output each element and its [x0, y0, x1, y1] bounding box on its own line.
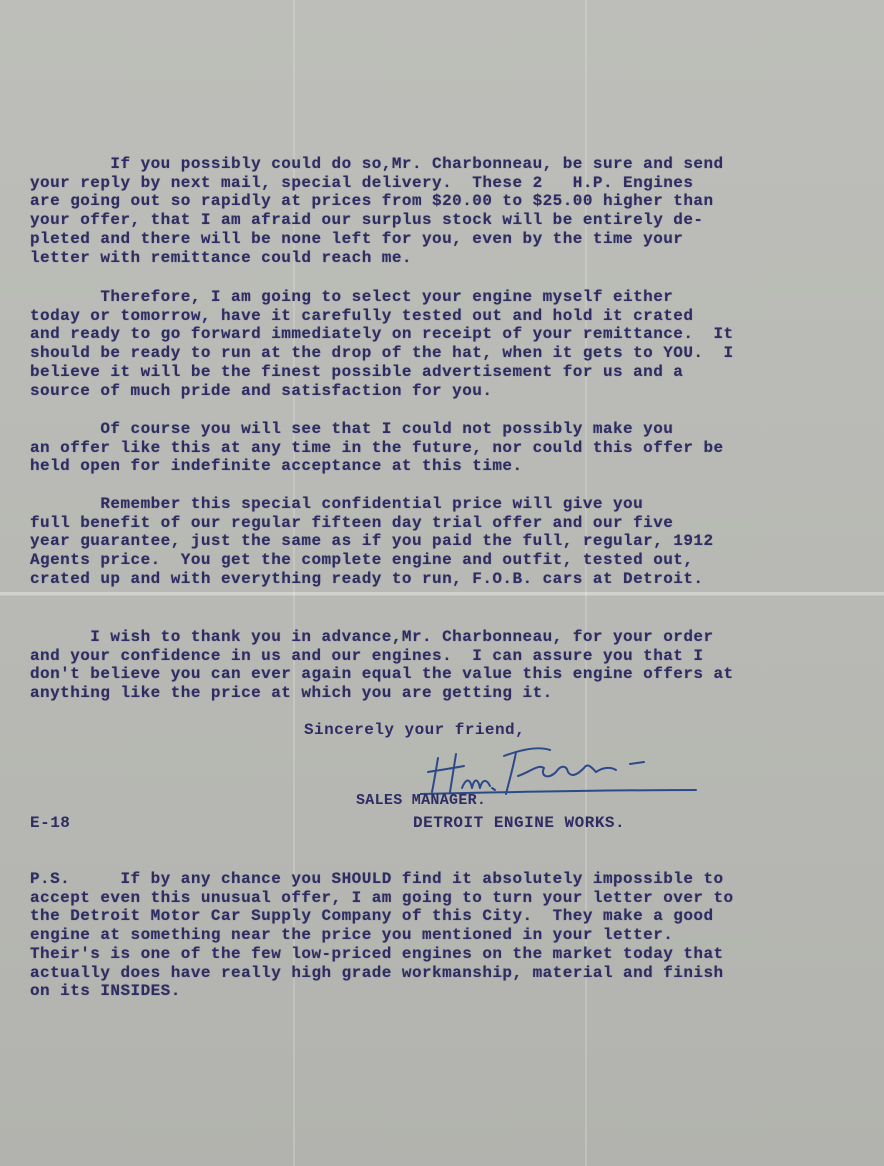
text-line: letter with remittance could reach me.: [30, 248, 412, 267]
text-line: your reply by next mail, special delivery. These 2 H.P. Engines: [30, 173, 694, 192]
text-line: anything like the price at which you are getting it.: [30, 684, 553, 703]
text-line: and your confidence in us and our engines. I can assure you that I: [30, 646, 704, 665]
text-line: and ready to go forward immediately on receipt of your remittance. It: [30, 325, 734, 344]
text-line: crated up and with everything ready to run, F.O.B. cars at Detroit.: [30, 569, 704, 588]
text-line: your offer, that I am afraid our surplus stock will be entirely de-: [30, 211, 704, 230]
text-line: on its INSIDES.: [30, 982, 181, 1001]
text-line: Remember this special confidential price will give you: [30, 495, 644, 513]
reference-code: E-18: [30, 814, 71, 832]
text-line: I wish to thank you in advance,Mr. Charbonneau, for your order: [30, 628, 714, 646]
text-line: P.S. If by any chance you SHOULD find it absolutely impossible to: [30, 870, 724, 888]
text-line: If you possibly could do so,Mr. Charbonneau, be sure and send: [30, 155, 724, 173]
text-line: full benefit of our regular fifteen day trial offer and our five: [30, 513, 674, 532]
paragraph-2: [30, 288, 734, 400]
text-line: actually does have really high grade workmanship, material and finish: [30, 963, 724, 982]
text-line: are going out so rapidly at prices from $20.00 to $25.00 higher than: [30, 192, 714, 211]
text-line: Of course you will see that I could not possibly make you: [30, 420, 674, 438]
postscript: [30, 870, 734, 1001]
paper-fold-horizontal: [0, 592, 884, 596]
paragraph-4: [30, 495, 714, 589]
text-line: don't believe you can ever again equal the value this engine offers at: [30, 665, 734, 684]
signature-title: SALES MANAGER.: [356, 792, 487, 809]
text-line: should be ready to run at the drop of the hat, when it gets to YOU. I: [30, 344, 734, 363]
text-line: Agents price. You get the complete engine and outfit, tested out,: [30, 551, 694, 570]
text-line: the Detroit Motor Car Supply Company of this City. They make a good: [30, 907, 714, 926]
paragraph-3: [30, 420, 724, 476]
text-line: today or tomorrow, have it carefully tested out and hold it crated: [30, 306, 694, 325]
paragraph-1: [30, 155, 724, 267]
company-name: DETROIT ENGINE WORKS.: [413, 814, 626, 832]
text-line: year guarantee, just the same as if you paid the full, regular, 1912: [30, 532, 714, 551]
text-line: pleted and there will be none left for you, even by the time your: [30, 229, 684, 248]
text-line: Their's is one of the few low-priced engines on the market today that: [30, 944, 724, 963]
text-line: an offer like this at any time in the future, nor could this offer be: [30, 438, 724, 457]
text-line: Therefore, I am going to select your engine myself either: [30, 288, 674, 306]
paragraph-5: [30, 628, 734, 703]
text-line: engine at something near the price you mentioned in your letter.: [30, 926, 674, 945]
text-line: accept even this unusual offer, I am going to turn your letter over to: [30, 888, 734, 907]
closing-salutation: Sincerely your friend,: [304, 721, 526, 739]
text-line: source of much pride and satisfaction for you.: [30, 381, 493, 400]
text-line: believe it will be the finest possible advertisement for us and a: [30, 362, 684, 381]
text-line: held open for indefinite acceptance at this time.: [30, 457, 523, 476]
